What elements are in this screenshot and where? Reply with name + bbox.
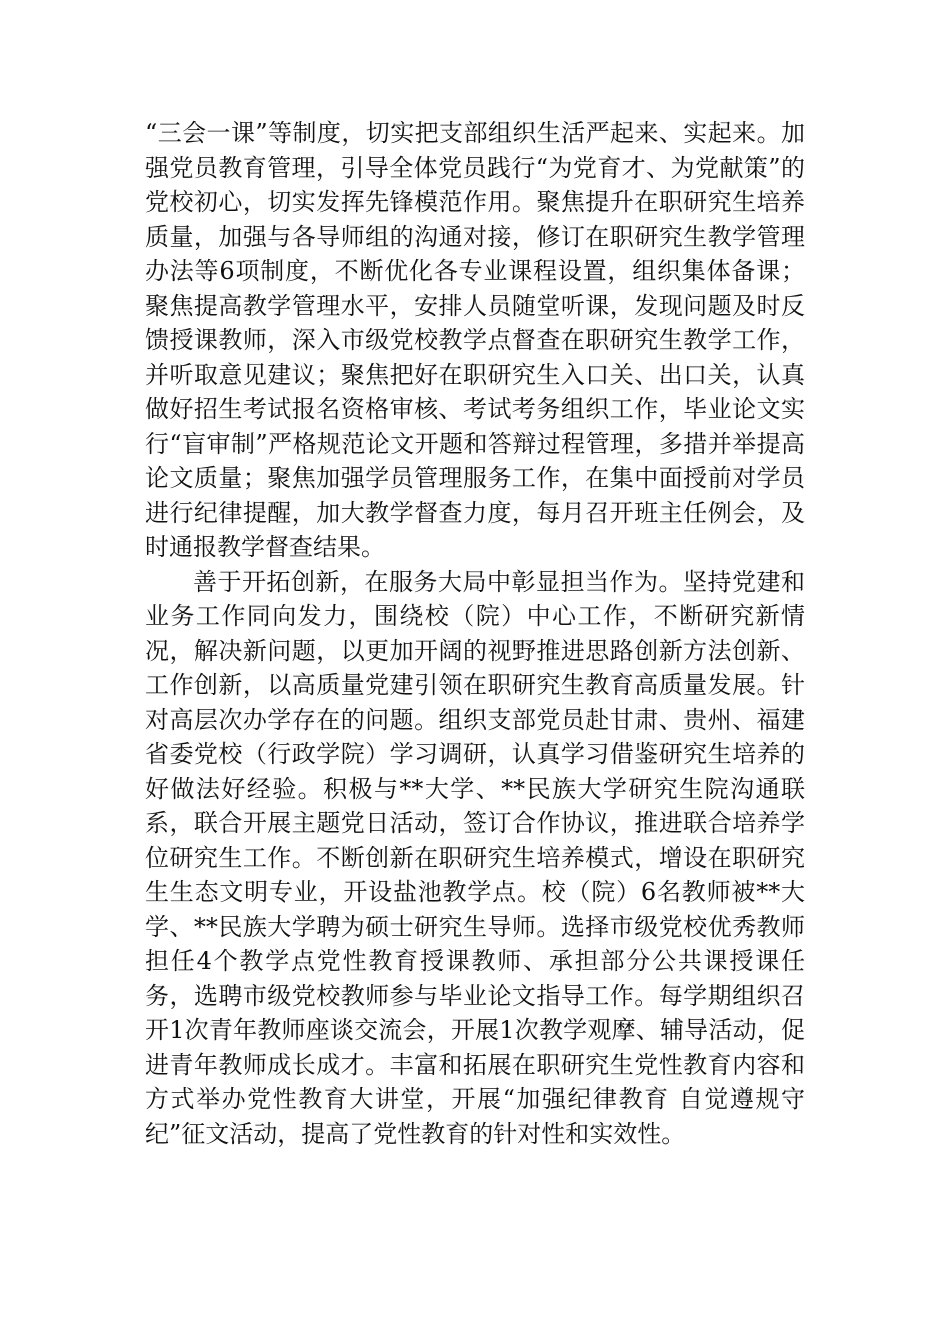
paragraph-continuation: “三会一课”等制度，切实把支部组织生活严起来、实起来。加强党员教育管理，引导全体党员践行“为党育才、为党献策”的党校初心，切实发挥先锋模范作用。聚焦提升在职研究生培养质量，加强与各导师组的沟通对接，修订在职研究生教学管理办法等6项制度，不断优化各专业课程设置，组织集体备课；聚焦提高教学管理水平，安排人员随堂听课，发现问题及时反馈授课教师，深入市级党校教学点督查在职研究生教学工作，并听取意见建议；聚焦把好在职研究生入口关、出口关，认真做好招生考试报名资格审核、考试考务组织工作，毕业论文实行“盲审制”严格规范论文开题和答辩过程管理，多措并举提高论文质量；聚焦加强学员管理服务工作，在集中面授前对学员进行纪律提醒，加大教学督查力度，每月召开班主任例会，及时通报教学督查结果。 — [145, 119, 805, 561]
document-page — [145, 116, 805, 1151]
paragraph-innovation: 善于开拓创新，在服务大局中彰显担当作为。坚持党建和业务工作同向发力，围绕校（院）中心工作，不断研究新情况，解决新问题，以更加开阔的视野推进思路创新方法创新、工作创新，以高质量党建引领在职研究生教育高质量发展。针对高层次办学存在的问题。组织支部党员赴甘肃、贵州、福建省委党校（行政学院）学习调研，认真学习借鉴研究生培养的好做法好经验。积极与**大学、**民族大学研究生院沟通联系，联合开展主题党日活动，签订合作协议，推进联合培养学位研究生工作。不断创新在职研究生培养模式，增设在职研究生生态文明专业，开设盐池教学点。校（院）6名教师被**大学、**民族大学聘为硕士研究生导师。选择市级党校优秀教师担任4个教学点党性教育授课教师、承担部分公共课授课任务，选聘市级党校教师参与毕业论文指导工作。每学期组织召开1次青年教师座谈交流会，开展1次教学观摩、辅导活动，促进青年教师成长成才。丰富和拓展在职研究生党性教育内容和方式举办党性教育大讲堂，开展“加强纪律教育 自觉遵规守纪”征文活动，提高了党性教育的针对性和实效性。 — [145, 567, 805, 1148]
